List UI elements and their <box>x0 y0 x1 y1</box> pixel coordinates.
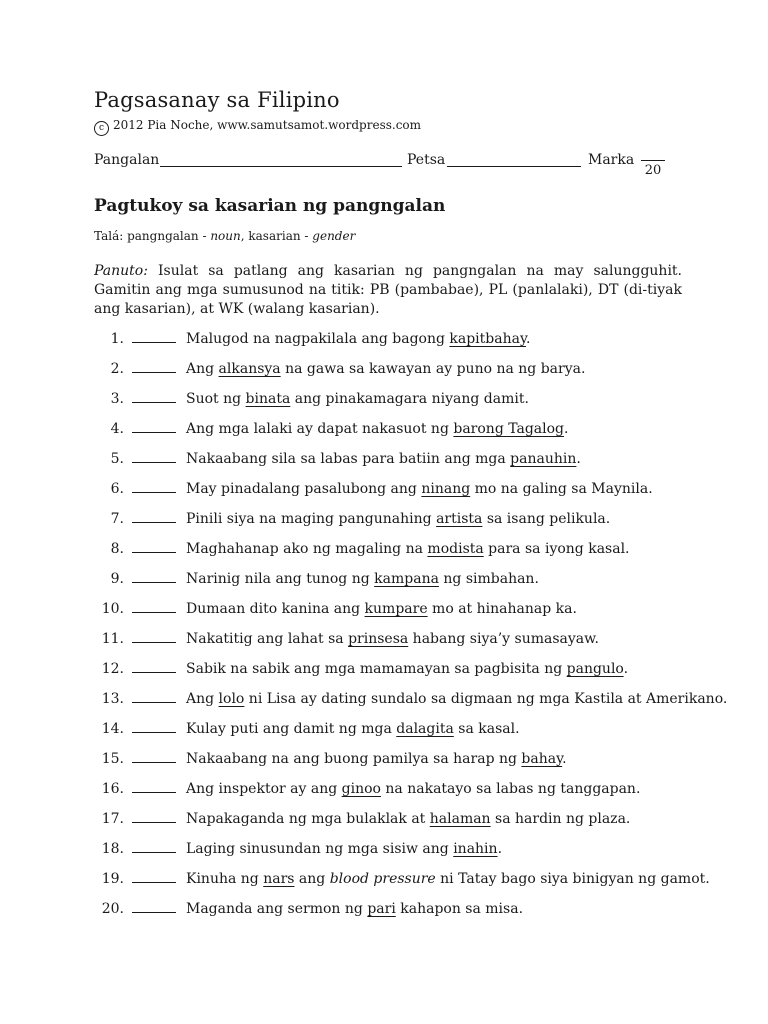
item-number: 8. <box>110 541 124 557</box>
item-sentence: Ang lolo ni Lisa ay dating sundalo sa digmaan ng mga Kastila at Amerikano. <box>186 691 728 707</box>
item-number: 13. <box>101 691 124 707</box>
underlined-noun: dalagita <box>396 721 454 737</box>
item-number: 18. <box>101 841 124 857</box>
answer-blank[interactable] <box>132 672 176 673</box>
item-sentence: Ang alkansya na gawa sa kawayan ay puno na ng barya. <box>186 361 586 377</box>
exercise-item <box>94 899 694 929</box>
underlined-noun: kapitbahay <box>449 331 527 347</box>
item-sentence: Kulay puti ang damit ng mga dalagita sa kasal. <box>186 721 520 737</box>
instructions-text: Isulat sa patlang ang kasarian ng pangngalan na may salungguhit. Gamitin ang mga sumusunod na titik: PB (pambabae), PL (panlalaki), DT (di-tiyak ang kasarian), at WK (walang kasarian). <box>94 263 683 317</box>
exercise-item <box>94 539 694 569</box>
italic-term: blood pressure <box>329 871 436 887</box>
underlined-noun: nars <box>263 871 295 887</box>
item-number: 20. <box>101 901 124 917</box>
item-sentence: Sabik na sabik ang mga mamamayan sa pagbisita ng pangulo. <box>186 661 629 677</box>
exercise-item <box>94 749 694 779</box>
exercise-item <box>94 809 694 839</box>
exercise-item <box>94 479 694 509</box>
underlined-noun: kumpare <box>364 601 428 617</box>
item-number: 1. <box>110 331 124 347</box>
date-field-line[interactable] <box>447 166 581 167</box>
item-number: 3. <box>110 391 124 407</box>
answer-blank[interactable] <box>132 492 176 493</box>
underlined-noun: lolo <box>218 691 245 707</box>
underlined-noun: inahin <box>453 841 498 857</box>
exercise-item <box>94 629 694 659</box>
exercise-item <box>94 419 694 449</box>
exercise-item <box>94 569 694 599</box>
section-title: Pagtukoy sa kasarian ng pangngalan <box>94 196 446 216</box>
underlined-noun: pari <box>367 901 396 917</box>
answer-blank[interactable] <box>132 342 176 343</box>
item-number: 9. <box>110 571 124 587</box>
exercise-list <box>94 329 728 929</box>
score-fraction <box>641 160 665 178</box>
answer-blank[interactable] <box>132 432 176 433</box>
underlined-noun: ginoo <box>341 781 381 797</box>
answer-blank[interactable] <box>132 462 176 463</box>
copyright-text: 2012 Pia Noche, www.samutsamot.wordpress.com <box>113 118 422 132</box>
underlined-noun: ninang <box>421 481 471 497</box>
exercise-item <box>94 839 694 869</box>
answer-blank[interactable] <box>132 642 176 643</box>
vocabulary-note <box>94 229 355 243</box>
item-number: 2. <box>110 361 124 377</box>
instructions-label: Panuto: <box>94 263 148 279</box>
answer-blank[interactable] <box>132 372 176 373</box>
item-sentence: Narinig nila ang tunog ng kampana ng simbahan. <box>186 571 539 587</box>
answer-blank[interactable] <box>132 582 176 583</box>
answer-blank[interactable] <box>132 792 176 793</box>
answer-blank[interactable] <box>132 882 176 883</box>
item-number: 19. <box>101 871 124 887</box>
item-sentence: Dumaan dito kanina ang kumpare mo at hinahanap ka. <box>186 601 577 617</box>
underlined-noun: binata <box>245 391 291 407</box>
name-label: Pangalan <box>94 152 160 168</box>
answer-blank[interactable] <box>132 732 176 733</box>
student-info-fields <box>94 152 674 184</box>
item-number: 6. <box>110 481 124 497</box>
exercise-item <box>94 599 694 629</box>
exercise-item <box>94 359 694 389</box>
underlined-noun: modista <box>427 541 484 557</box>
answer-blank[interactable] <box>132 702 176 703</box>
item-sentence: Napakaganda ng mga bulaklak at halaman sa hardin ng plaza. <box>186 811 631 827</box>
note-translation-2: gender <box>312 229 356 243</box>
item-sentence: Nakaabang sila sa labas para batiin ang mga panauhin. <box>186 451 581 467</box>
underlined-noun: panauhin <box>510 451 577 467</box>
underlined-noun: pangulo <box>566 661 624 677</box>
exercise-item <box>94 869 710 899</box>
answer-blank[interactable] <box>132 762 176 763</box>
instructions <box>94 262 682 319</box>
item-number: 17. <box>101 811 124 827</box>
item-number: 16. <box>101 781 124 797</box>
underlined-noun: alkansya <box>218 361 281 377</box>
score-total: 20 <box>644 163 662 178</box>
item-sentence: Ang inspektor ay ang ginoo na nakatayo sa labas ng tanggapan. <box>186 781 641 797</box>
underlined-noun: kampana <box>374 571 439 587</box>
item-sentence: Nakaabang na ang buong pamilya sa harap ng bahay. <box>186 751 567 767</box>
copyright-line <box>94 118 421 136</box>
item-sentence: Laging sinusundan ng mga sisiw ang inahin. <box>186 841 503 857</box>
item-number: 7. <box>110 511 124 527</box>
answer-blank[interactable] <box>132 402 176 403</box>
item-number: 14. <box>101 721 124 737</box>
underlined-noun: prinsesa <box>348 631 409 647</box>
exercise-item <box>94 509 694 539</box>
answer-blank[interactable] <box>132 552 176 553</box>
item-number: 10. <box>101 601 124 617</box>
exercise-item <box>94 389 694 419</box>
copyright-icon: c <box>94 121 109 136</box>
underlined-noun: bahay <box>521 751 563 767</box>
underlined-noun: artista <box>436 511 483 527</box>
score-label: Marka <box>588 152 635 168</box>
item-sentence: Kinuha ng nars ang blood pressure ni Tatay bago siya binigyan ng gamot. <box>186 871 710 887</box>
note-separator: , kasarian - <box>240 229 309 243</box>
item-number: 4. <box>110 421 124 437</box>
exercise-item <box>94 779 694 809</box>
item-number: 15. <box>101 751 124 767</box>
exercise-item <box>94 329 694 359</box>
item-sentence: May pinadalang pasalubong ang ninang mo na galing sa Maynila. <box>186 481 653 497</box>
item-number: 5. <box>110 451 124 467</box>
underlined-noun: barong Tagalog <box>453 421 565 437</box>
answer-blank[interactable] <box>132 822 176 823</box>
item-sentence: Maganda ang sermon ng pari kahapon sa misa. <box>186 901 524 917</box>
answer-blank[interactable] <box>132 912 176 913</box>
answer-blank[interactable] <box>132 852 176 853</box>
exercise-item <box>94 659 694 689</box>
item-sentence: Suot ng binata ang pinakamagara niyang damit. <box>186 391 529 407</box>
item-number: 11. <box>101 631 124 647</box>
item-sentence: Pinili siya na maging pangunahing artista sa isang pelikula. <box>186 511 611 527</box>
item-sentence: Maghahanap ako ng magaling na modista para sa iyong kasal. <box>186 541 630 557</box>
underlined-noun: halaman <box>429 811 491 827</box>
page-title: Pagsasanay sa Filipino <box>94 88 340 112</box>
exercise-item <box>94 689 728 719</box>
name-field-line[interactable] <box>160 166 402 167</box>
note-term-1: pangngalan - <box>127 229 207 243</box>
answer-blank[interactable] <box>132 612 176 613</box>
note-label: Talá: <box>94 229 124 243</box>
note-translation-1: noun <box>210 229 241 243</box>
score-field-line[interactable] <box>641 160 665 161</box>
exercise-item <box>94 719 694 749</box>
item-sentence: Nakatitig ang lahat sa prinsesa habang siya’y sumasayaw. <box>186 631 599 647</box>
date-label: Petsa <box>407 152 446 168</box>
exercise-item <box>94 449 694 479</box>
answer-blank[interactable] <box>132 522 176 523</box>
item-number: 12. <box>101 661 124 677</box>
item-sentence: Malugod na nagpakilala ang bagong kapitbahay. <box>186 331 531 347</box>
item-sentence: Ang mga lalaki ay dapat nakasuot ng barong Tagalog. <box>186 421 569 437</box>
